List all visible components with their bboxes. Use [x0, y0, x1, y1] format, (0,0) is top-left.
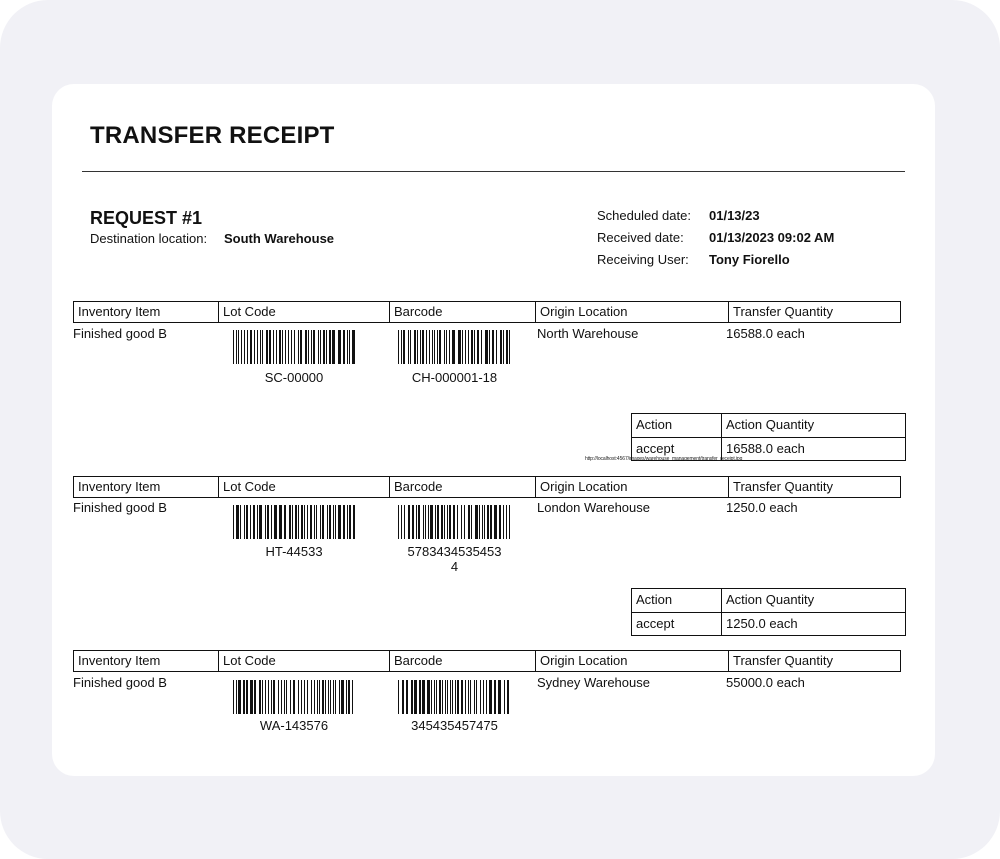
col-action: Action	[632, 414, 722, 437]
col-transfer-quantity: Transfer Quantity	[733, 653, 833, 668]
col-transfer-quantity: Transfer Quantity	[733, 304, 833, 319]
meta-row-scheduled	[597, 206, 834, 228]
barcode-text-wrap: 4	[450, 559, 459, 574]
col-lot-code: Lot Code	[219, 477, 390, 497]
lot-barcode-image	[233, 330, 355, 364]
action-value: accept	[632, 613, 722, 636]
col-action-quantity: Action Quantity	[726, 417, 815, 432]
page-title: TRANSFER RECEIPT	[90, 122, 335, 149]
col-lot-code: Lot Code	[219, 302, 390, 322]
item-name: Finished good B	[73, 326, 167, 341]
meta-row-received	[597, 228, 834, 250]
meta-row-user	[597, 250, 834, 272]
col-action: Action	[632, 589, 722, 612]
action-quantity-value: 1250.0 each	[726, 615, 798, 631]
meta-label: Scheduled date:	[597, 208, 691, 223]
transfer-quantity: 1250.0 each	[726, 500, 798, 515]
receipt-meta	[597, 206, 834, 272]
destination-value: South Warehouse	[224, 231, 335, 246]
lot-code-text: WA-143576	[259, 718, 329, 733]
table-header-row	[73, 476, 901, 498]
action-header-row	[632, 414, 905, 437]
col-transfer-quantity: Transfer Quantity	[733, 479, 833, 494]
meta-value: 01/13/2023 09:02 AM	[709, 230, 835, 245]
barcode-text: CH-000001-18	[411, 370, 498, 385]
col-origin-location: Origin Location	[536, 477, 729, 497]
destination-label: Destination location:	[90, 231, 208, 246]
transfer-quantity: 16588.0 each	[726, 326, 805, 341]
table-header-row	[73, 301, 901, 323]
request-title: REQUEST #1	[90, 208, 203, 228]
col-inventory-item: Inventory Item	[74, 651, 219, 671]
col-barcode: Barcode	[390, 477, 536, 497]
lot-barcode-image	[233, 680, 355, 714]
col-inventory-item: Inventory Item	[74, 477, 219, 497]
lot-code-text: HT-44533	[265, 544, 323, 559]
barcode-text: 345435457475	[411, 718, 498, 733]
item-name: Finished good B	[73, 500, 167, 515]
table-header-row	[73, 650, 901, 672]
barcode-image	[398, 330, 511, 364]
meta-value: Tony Fiorello	[709, 252, 790, 267]
transfer-quantity: 55000.0 each	[726, 675, 805, 690]
action-table	[631, 588, 906, 636]
meta-value: 01/13/23	[709, 208, 760, 223]
action-quantity-value: 16588.0 each	[726, 440, 805, 456]
col-barcode: Barcode	[390, 302, 536, 322]
title-divider	[82, 171, 905, 172]
meta-label: Received date:	[597, 230, 684, 245]
barcode-image	[398, 505, 511, 539]
item-name: Finished good B	[73, 675, 167, 690]
origin-location: Sydney Warehouse	[537, 675, 650, 690]
barcode-image	[398, 680, 511, 714]
barcode-text: 5783434535453	[407, 544, 502, 559]
col-origin-location: Origin Location	[536, 302, 729, 322]
lot-barcode-image	[233, 505, 355, 539]
action-header-row	[632, 589, 905, 612]
origin-location: London Warehouse	[537, 500, 650, 515]
action-value: accept	[632, 438, 722, 461]
destination-location	[90, 231, 334, 246]
col-lot-code: Lot Code	[219, 651, 390, 671]
col-origin-location: Origin Location	[536, 651, 729, 671]
image-url-note: http://localhost:4567/images/warehouse_management/transfer_receipt.jpg	[585, 456, 743, 462]
lot-code-text: SC-00000	[264, 370, 324, 385]
meta-label: Receiving User:	[597, 252, 689, 267]
action-row	[632, 612, 905, 636]
col-action-quantity: Action Quantity	[726, 592, 815, 607]
action-table	[631, 413, 906, 461]
col-inventory-item: Inventory Item	[74, 302, 219, 322]
origin-location: North Warehouse	[537, 326, 639, 341]
col-barcode: Barcode	[390, 651, 536, 671]
